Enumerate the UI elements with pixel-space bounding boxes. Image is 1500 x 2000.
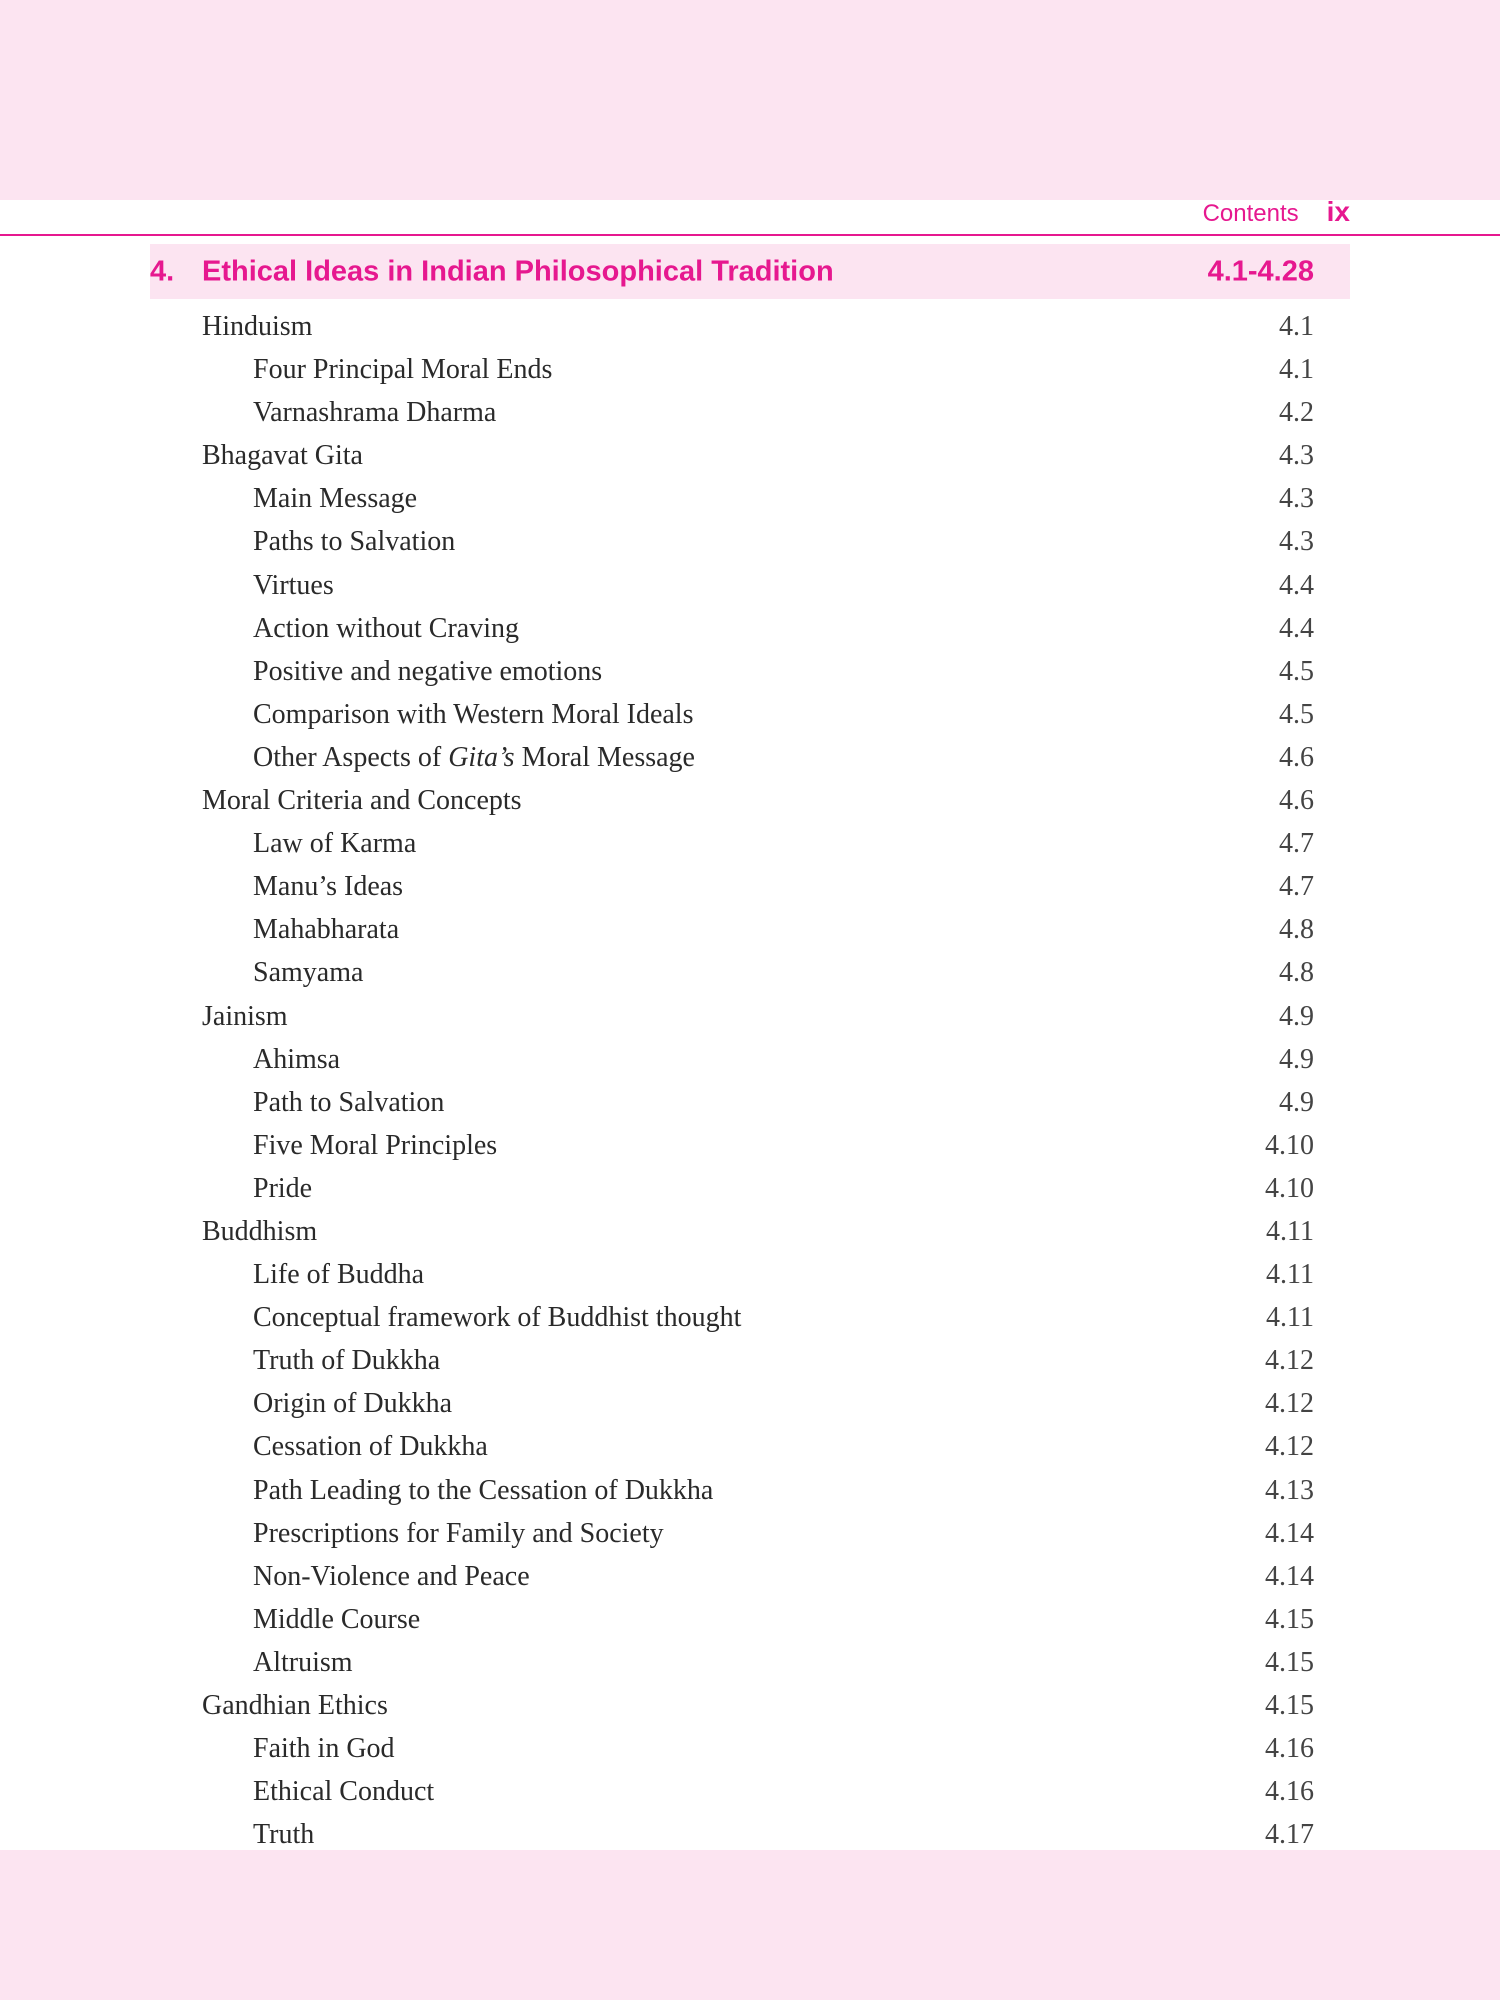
chapter-heading xyxy=(150,244,1350,299)
toc-entry-list xyxy=(150,305,1314,1856)
entry-page-number: 4.15 xyxy=(1265,1646,1314,1678)
chapter-number: 4. xyxy=(150,255,175,287)
toc-section xyxy=(150,1684,1314,1727)
toc-section xyxy=(150,434,1314,477)
entry-page-number: 4.16 xyxy=(1265,1733,1314,1765)
entry-title: Cessation of Dukkha xyxy=(253,1431,488,1463)
chapter-page-range: 4.1-4.28 xyxy=(1207,255,1314,287)
entry-title: Path Leading to the Cessation of Dukkha xyxy=(253,1474,714,1506)
entry-title: Comparison with Western Moral Ideals xyxy=(253,698,694,730)
entry-page-number: 4.3 xyxy=(1279,440,1314,472)
entry-page-number: 4.7 xyxy=(1279,871,1314,903)
entry-page-number: 4.11 xyxy=(1266,1302,1314,1334)
entry-page-number: 4.15 xyxy=(1265,1603,1314,1635)
entry-title: Non-Violence and Peace xyxy=(253,1560,530,1592)
toc-subsection xyxy=(150,1081,1314,1124)
entry-title: Positive and negative emotions xyxy=(253,655,603,687)
toc-subsection xyxy=(150,908,1314,951)
entry-title: Life of Buddha xyxy=(253,1259,425,1291)
toc-subsection xyxy=(150,520,1314,563)
entry-title: Conceptual framework of Buddhist thought xyxy=(253,1302,742,1334)
entry-title: Faith in God xyxy=(253,1733,395,1765)
entry-page-number: 4.8 xyxy=(1279,957,1314,989)
entry-page-number: 4.4 xyxy=(1279,612,1314,644)
toc-subsection xyxy=(150,1167,1314,1210)
entry-title-italic: Gita’s xyxy=(448,741,515,773)
toc-subsection xyxy=(150,1425,1314,1468)
entry-page-number: 4.10 xyxy=(1265,1172,1314,1204)
entry-title: Truth xyxy=(253,1819,315,1851)
toc-subsection xyxy=(150,1339,1314,1382)
entry-page-number: 4.1 xyxy=(1279,354,1314,386)
entry-title: Pride xyxy=(253,1172,313,1204)
entry-title: Ethical Conduct xyxy=(253,1776,435,1808)
entry-title: Path to Salvation xyxy=(253,1086,445,1118)
top-band xyxy=(0,0,1500,200)
entry-title: Paths to Salvation xyxy=(253,526,456,558)
toc-subsection xyxy=(150,1124,1314,1167)
entry-page-number: 4.6 xyxy=(1279,741,1314,773)
entry-title: Samyama xyxy=(253,957,364,989)
entry-title: Altruism xyxy=(253,1646,353,1678)
toc-subsection xyxy=(150,607,1314,650)
entry-title: Five Moral Principles xyxy=(253,1129,498,1161)
toc-subsection xyxy=(150,1296,1314,1339)
entry-page-number: 4.8 xyxy=(1279,914,1314,946)
entry-title: Truth of Dukkha xyxy=(253,1345,441,1377)
entry-page-number: 4.9 xyxy=(1279,1086,1314,1118)
entry-title: Action without Craving xyxy=(253,612,519,644)
entry-page-number: 4.17 xyxy=(1265,1819,1314,1851)
toc-subsection xyxy=(150,564,1314,607)
toc-subsection xyxy=(150,951,1314,994)
toc-subsection xyxy=(150,693,1314,736)
entry-title: Middle Course xyxy=(253,1603,421,1635)
bottom-band xyxy=(0,1850,1500,2000)
entry-title-text: Moral Message xyxy=(514,741,695,773)
entry-title: Bhagavat Gita xyxy=(202,440,363,472)
entry-title: Four Principal Moral Ends xyxy=(253,354,553,386)
entry-title: Origin of Dukkha xyxy=(253,1388,453,1420)
toc-subsection xyxy=(150,1038,1314,1081)
toc-subsection xyxy=(150,1770,1314,1813)
entry-title: Moral Criteria and Concepts xyxy=(202,785,522,817)
entry-page-number: 4.13 xyxy=(1265,1474,1314,1506)
toc-subsection xyxy=(150,865,1314,908)
entry-page-number: 4.15 xyxy=(1265,1690,1314,1721)
page-number: ix xyxy=(1326,196,1350,227)
entry-page-number: 4.2 xyxy=(1279,397,1314,429)
entry-page-number: 4.3 xyxy=(1279,483,1314,515)
toc-section xyxy=(150,305,1314,348)
toc-subsection xyxy=(150,1598,1314,1641)
toc-subsection xyxy=(150,391,1314,434)
toc-subsection xyxy=(150,1469,1314,1512)
entry-title-text: Other Aspects of xyxy=(253,741,449,773)
entry-page-number: 4.10 xyxy=(1265,1129,1314,1161)
running-head xyxy=(1203,196,1350,228)
entry-title: Law of Karma xyxy=(253,828,417,860)
toc-subsection xyxy=(150,1555,1314,1598)
toc-subsection xyxy=(150,1253,1314,1296)
toc-subsection xyxy=(150,736,1314,779)
entry-page-number: 4.12 xyxy=(1265,1388,1314,1420)
toc-subsection xyxy=(150,822,1314,865)
chapter-title: Ethical Ideas in Indian Philosophical Tradition xyxy=(202,255,834,287)
toc-subsection xyxy=(150,1641,1314,1684)
toc-subsection xyxy=(150,1727,1314,1770)
toc-subsection xyxy=(150,348,1314,391)
entry-page-number: 4.6 xyxy=(1279,785,1314,817)
entry-page-number: 4.12 xyxy=(1265,1345,1314,1377)
entry-title: Prescriptions for Family and Society xyxy=(253,1517,664,1549)
toc-section xyxy=(150,1210,1314,1253)
entry-page-number: 4.7 xyxy=(1279,828,1314,860)
entry-title: Virtues xyxy=(253,569,334,601)
entry-title: Jainism xyxy=(202,1000,288,1032)
entry-page-number: 4.3 xyxy=(1279,526,1314,558)
entry-title: Mahabharata xyxy=(253,914,400,946)
entry-page-number: 4.1 xyxy=(1279,311,1314,342)
entry-title: Hinduism xyxy=(202,311,313,342)
entry-title: Main Message xyxy=(253,483,418,515)
entry-page-number: 4.12 xyxy=(1265,1431,1314,1463)
entry-page-number: 4.11 xyxy=(1266,1215,1314,1247)
entry-page-number: 4.9 xyxy=(1279,1000,1314,1032)
entry-page-number: 4.11 xyxy=(1266,1259,1314,1291)
toc-subsection xyxy=(150,1512,1314,1555)
running-title: Contents xyxy=(1202,200,1299,227)
entry-title xyxy=(253,736,695,779)
toc-section xyxy=(150,995,1314,1038)
toc-section xyxy=(150,779,1314,822)
entry-title: Varnashrama Dharma xyxy=(253,397,497,429)
entry-page-number: 4.5 xyxy=(1279,698,1314,730)
entry-title: Manu’s Ideas xyxy=(253,871,404,903)
entry-page-number: 4.14 xyxy=(1265,1517,1314,1549)
entry-page-number: 4.16 xyxy=(1265,1776,1314,1808)
header-rule xyxy=(0,234,1500,236)
toc-subsection xyxy=(150,1382,1314,1425)
entry-page-number: 4.4 xyxy=(1279,569,1314,601)
toc-subsection xyxy=(150,477,1314,520)
entry-title: Buddhism xyxy=(202,1215,318,1247)
entry-page-number: 4.5 xyxy=(1279,655,1314,687)
entry-title: Gandhian Ethics xyxy=(202,1690,388,1721)
entry-page-number: 4.9 xyxy=(1279,1043,1314,1075)
entry-page-number: 4.14 xyxy=(1265,1560,1314,1592)
toc-subsection xyxy=(150,650,1314,693)
entry-title: Ahimsa xyxy=(253,1043,341,1075)
